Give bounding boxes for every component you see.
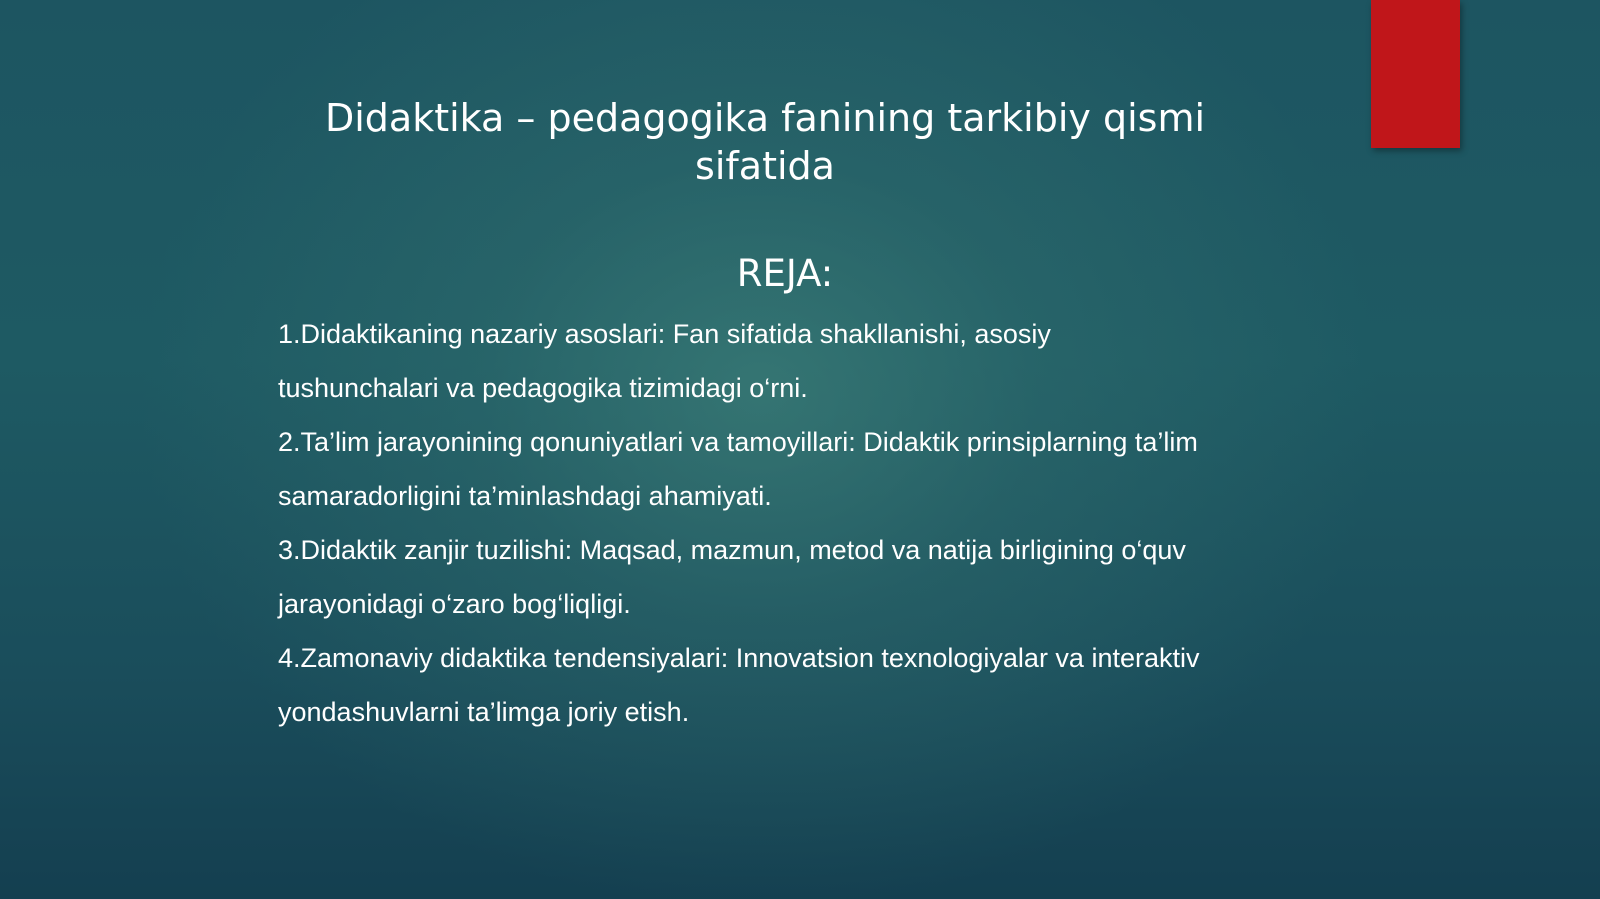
accent-bar	[1371, 0, 1460, 148]
plan-item-3: 3.Didaktik zanjir tuzilishi: Maqsad, mazmun, metod va natija birligining o‘quv jarayonidagi o‘zaro bog‘liqligi.	[278, 535, 1186, 619]
plan-item-1: 1.Didaktikaning nazariy asoslari: Fan sifatida shakllanishi, asosiy tushunchalari va pedagogika tizimidagi o‘rni.	[278, 319, 1051, 403]
slide-title: Didaktika – pedagogika fanining tarkibiy qismi sifatida	[324, 96, 1206, 188]
plan-item-2: 2.Ta’lim jarayonining qonuniyatlari va tamoyillari: Didaktik prinsiplarning ta’lim samaradorligini ta’minlashdagi ahamiyati.	[278, 427, 1198, 511]
plan-heading: REJA:	[736, 252, 834, 295]
plan-item-4: 4.Zamonaviy didaktika tendensiyalari: Innovatsion texnologiyalar va interaktiv yondashuvlarni ta’limga joriy etish.	[278, 643, 1200, 727]
plan-list	[278, 307, 1218, 739]
